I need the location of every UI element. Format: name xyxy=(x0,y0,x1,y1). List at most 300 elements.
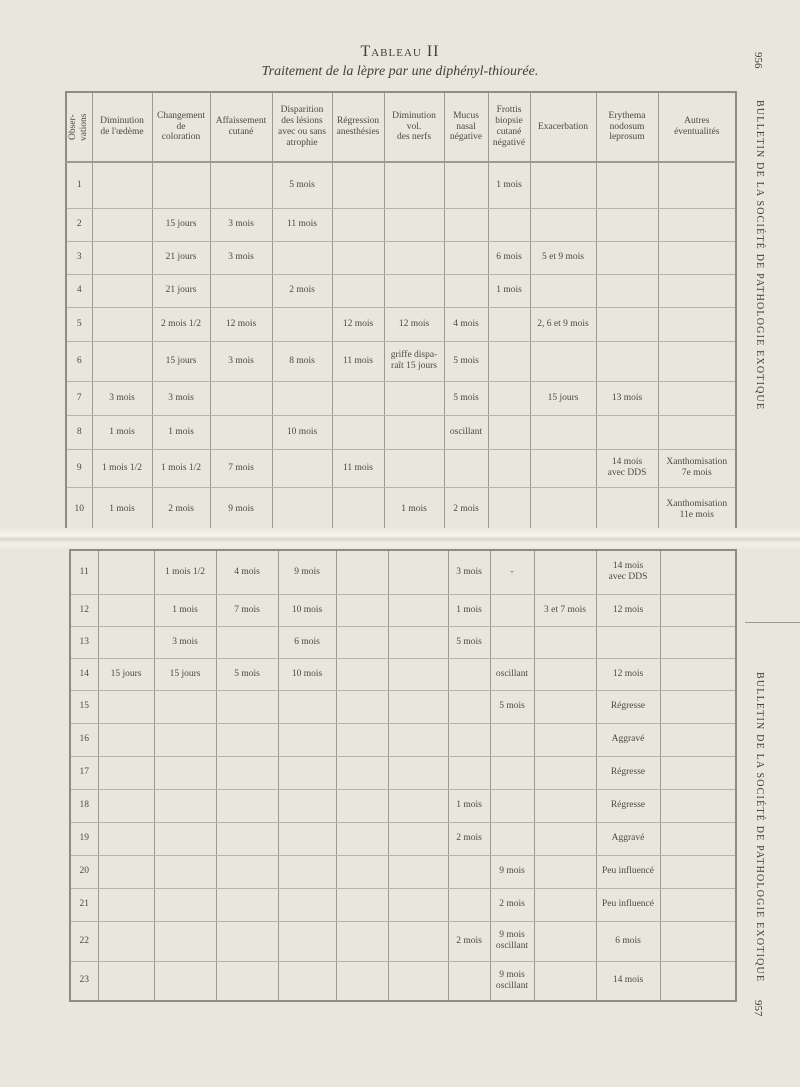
cell-mucus-nasal xyxy=(444,274,488,307)
cell-mucus-nasal: 5 mois xyxy=(448,626,490,658)
cell-disparition-lesions xyxy=(272,307,332,341)
cell-affaissement-cutane: 3 mois xyxy=(210,341,272,381)
observation-number: 1 xyxy=(66,162,92,208)
cell-disparition-lesions: 11 mois xyxy=(272,208,332,241)
cell-changement-coloration: 1 mois 1/2 xyxy=(154,550,216,594)
table-row xyxy=(70,822,736,855)
cell-diminution-oedeme xyxy=(98,855,154,888)
observation-number: 2 xyxy=(66,208,92,241)
results-table-bottom xyxy=(69,549,737,1002)
cell-frottis-biopsie: 6 mois xyxy=(488,241,530,274)
cell-erythema-nodosum: 12 mois xyxy=(596,594,660,626)
margin-rule xyxy=(745,622,800,623)
table-row xyxy=(66,241,736,274)
cell-frottis-biopsie: oscillant xyxy=(490,658,534,690)
cell-frottis-biopsie xyxy=(488,415,530,449)
cell-affaissement-cutane xyxy=(216,789,278,822)
cell-disparition-lesions xyxy=(278,789,336,822)
cell-regression-anesthesies xyxy=(336,658,388,690)
cell-affaissement-cutane xyxy=(210,274,272,307)
table-header-row xyxy=(66,92,736,162)
cell-disparition-lesions: 10 mois xyxy=(278,594,336,626)
cell-changement-coloration xyxy=(154,888,216,921)
cell-diminution-oedeme: 1 mois xyxy=(92,487,152,533)
cell-diminution-nerfs xyxy=(388,756,448,789)
cell-changement-coloration: 15 jours xyxy=(152,208,210,241)
cell-mucus-nasal xyxy=(444,449,488,487)
cell-disparition-lesions xyxy=(278,961,336,1001)
cell-frottis-biopsie xyxy=(488,449,530,487)
cell-mucus-nasal xyxy=(444,162,488,208)
cell-regression-anesthesies xyxy=(336,822,388,855)
cell-disparition-lesions xyxy=(272,241,332,274)
cell-autres-eventualites xyxy=(660,855,736,888)
cell-exacerbation xyxy=(530,487,596,533)
cell-autres-eventualites xyxy=(660,723,736,756)
cell-diminution-oedeme xyxy=(92,307,152,341)
cell-autres-eventualites xyxy=(660,888,736,921)
cell-diminution-oedeme xyxy=(98,550,154,594)
cell-diminution-oedeme: 1 mois xyxy=(92,415,152,449)
cell-mucus-nasal: oscillant xyxy=(444,415,488,449)
cell-mucus-nasal: 1 mois xyxy=(448,789,490,822)
cell-disparition-lesions xyxy=(278,855,336,888)
column-header-regression-anesthesies: Régression anesthésies xyxy=(332,92,384,162)
cell-affaissement-cutane xyxy=(210,415,272,449)
cell-erythema-nodosum xyxy=(596,274,658,307)
cell-disparition-lesions xyxy=(278,888,336,921)
cell-mucus-nasal: 4 mois xyxy=(444,307,488,341)
cell-erythema-nodosum: 13 mois xyxy=(596,381,658,415)
running-head-bottom: BULLETIN DE LA SOCIÉTÉ DE PATHOLOGIE EXOTIQUE xyxy=(754,672,765,983)
cell-diminution-oedeme xyxy=(98,888,154,921)
cell-autres-eventualites xyxy=(658,341,736,381)
page-fold xyxy=(0,528,800,550)
table-row xyxy=(70,789,736,822)
cell-changement-coloration xyxy=(154,855,216,888)
observation-number: 8 xyxy=(66,415,92,449)
cell-exacerbation xyxy=(530,415,596,449)
cell-exacerbation xyxy=(530,162,596,208)
cell-erythema-nodosum xyxy=(596,341,658,381)
table-row xyxy=(70,855,736,888)
cell-diminution-nerfs xyxy=(388,594,448,626)
cell-changement-coloration xyxy=(154,822,216,855)
observation-number: 13 xyxy=(70,626,98,658)
cell-exacerbation xyxy=(530,274,596,307)
cell-regression-anesthesies xyxy=(336,594,388,626)
cell-frottis-biopsie: 5 mois xyxy=(490,690,534,723)
cell-erythema-nodosum xyxy=(596,208,658,241)
cell-frottis-biopsie xyxy=(490,594,534,626)
cell-changement-coloration: 1 mois xyxy=(154,594,216,626)
cell-exacerbation xyxy=(534,789,596,822)
cell-disparition-lesions: 6 mois xyxy=(278,626,336,658)
cell-disparition-lesions: 9 mois xyxy=(278,550,336,594)
cell-autres-eventualites: Xanthomisation 7e mois xyxy=(658,449,736,487)
observation-number: 22 xyxy=(70,921,98,961)
cell-diminution-nerfs xyxy=(384,449,444,487)
cell-regression-anesthesies xyxy=(336,961,388,1001)
cell-exacerbation xyxy=(534,626,596,658)
cell-diminution-nerfs xyxy=(388,658,448,690)
cell-diminution-nerfs xyxy=(388,789,448,822)
cell-diminution-oedeme: 1 mois 1/2 xyxy=(92,449,152,487)
table-row xyxy=(70,626,736,658)
cell-regression-anesthesies xyxy=(332,415,384,449)
cell-changement-coloration: 1 mois 1/2 xyxy=(152,449,210,487)
column-header-changement-coloration: Changement de coloration xyxy=(152,92,210,162)
cell-mucus-nasal xyxy=(448,690,490,723)
cell-affaissement-cutane: 12 mois xyxy=(210,307,272,341)
table-title: Tableau II xyxy=(360,43,440,60)
cell-changement-coloration xyxy=(154,756,216,789)
cell-regression-anesthesies xyxy=(336,789,388,822)
cell-diminution-nerfs xyxy=(388,921,448,961)
cell-affaissement-cutane xyxy=(216,690,278,723)
cell-erythema-nodosum xyxy=(596,241,658,274)
cell-exacerbation xyxy=(534,888,596,921)
table-row xyxy=(66,449,736,487)
cell-frottis-biopsie: - xyxy=(490,550,534,594)
cell-erythema-nodosum: Régresse xyxy=(596,690,660,723)
cell-disparition-lesions xyxy=(272,381,332,415)
cell-frottis-biopsie: 9 mois oscillant xyxy=(490,961,534,1001)
cell-frottis-biopsie xyxy=(490,756,534,789)
cell-regression-anesthesies xyxy=(336,723,388,756)
cell-autres-eventualites xyxy=(660,690,736,723)
cell-exacerbation xyxy=(534,961,596,1001)
cell-autres-eventualites xyxy=(660,626,736,658)
cell-regression-anesthesies xyxy=(332,381,384,415)
table-row xyxy=(70,658,736,690)
observation-number: 19 xyxy=(70,822,98,855)
cell-disparition-lesions: 10 mois xyxy=(278,658,336,690)
observation-number: 16 xyxy=(70,723,98,756)
cell-diminution-oedeme xyxy=(98,723,154,756)
table-row xyxy=(66,341,736,381)
cell-diminution-nerfs xyxy=(388,855,448,888)
cell-autres-eventualites xyxy=(660,594,736,626)
cell-affaissement-cutane xyxy=(216,921,278,961)
cell-diminution-oedeme xyxy=(98,961,154,1001)
table-row xyxy=(66,415,736,449)
cell-affaissement-cutane xyxy=(210,162,272,208)
cell-diminution-oedeme xyxy=(98,626,154,658)
cell-exacerbation: 3 et 7 mois xyxy=(534,594,596,626)
cell-exacerbation xyxy=(534,822,596,855)
observation-number: 6 xyxy=(66,341,92,381)
cell-diminution-nerfs xyxy=(384,241,444,274)
cell-regression-anesthesies xyxy=(336,690,388,723)
cell-erythema-nodosum: Régresse xyxy=(596,789,660,822)
cell-frottis-biopsie xyxy=(490,723,534,756)
cell-affaissement-cutane: 5 mois xyxy=(216,658,278,690)
cell-exacerbation xyxy=(530,341,596,381)
cell-autres-eventualites: Xanthomisation 11e mois xyxy=(658,487,736,533)
observation-number: 5 xyxy=(66,307,92,341)
cell-disparition-lesions xyxy=(278,723,336,756)
column-header-erythema-nodosum: Erythema nodosum leprosum xyxy=(596,92,658,162)
cell-regression-anesthesies xyxy=(336,626,388,658)
cell-frottis-biopsie xyxy=(488,208,530,241)
cell-diminution-nerfs xyxy=(388,690,448,723)
table-row xyxy=(66,208,736,241)
observation-number: 15 xyxy=(70,690,98,723)
cell-erythema-nodosum: 14 mois xyxy=(596,961,660,1001)
cell-frottis-biopsie: 9 mois oscillant xyxy=(490,921,534,961)
cell-changement-coloration: 2 mois xyxy=(152,487,210,533)
cell-frottis-biopsie xyxy=(490,822,534,855)
cell-mucus-nasal xyxy=(448,855,490,888)
cell-erythema-nodosum xyxy=(596,626,660,658)
cell-mucus-nasal xyxy=(448,961,490,1001)
cell-erythema-nodosum xyxy=(596,487,658,533)
cell-mucus-nasal xyxy=(448,723,490,756)
cell-changement-coloration xyxy=(154,690,216,723)
cell-changement-coloration: 21 jours xyxy=(152,241,210,274)
cell-autres-eventualites xyxy=(660,756,736,789)
observation-number: 14 xyxy=(70,658,98,690)
cell-changement-coloration: 2 mois 1/2 xyxy=(152,307,210,341)
table-row xyxy=(66,274,736,307)
cell-changement-coloration: 1 mois xyxy=(152,415,210,449)
cell-exacerbation xyxy=(534,550,596,594)
cell-affaissement-cutane xyxy=(216,855,278,888)
cell-affaissement-cutane xyxy=(216,626,278,658)
cell-erythema-nodosum xyxy=(596,307,658,341)
results-table-top xyxy=(65,91,737,534)
cell-diminution-oedeme xyxy=(98,594,154,626)
cell-regression-anesthesies xyxy=(336,550,388,594)
cell-frottis-biopsie: 1 mois xyxy=(488,274,530,307)
cell-regression-anesthesies xyxy=(336,888,388,921)
cell-diminution-oedeme xyxy=(98,822,154,855)
cell-diminution-oedeme xyxy=(98,756,154,789)
cell-erythema-nodosum: Peu influencé xyxy=(596,855,660,888)
cell-regression-anesthesies: 11 mois xyxy=(332,449,384,487)
page-number-top: 956 xyxy=(752,52,764,69)
cell-affaissement-cutane: 4 mois xyxy=(216,550,278,594)
cell-erythema-nodosum: Aggravé xyxy=(596,822,660,855)
table-row xyxy=(70,921,736,961)
column-header-observations: Obser- vations xyxy=(66,92,92,162)
cell-regression-anesthesies xyxy=(336,756,388,789)
cell-autres-eventualites xyxy=(660,789,736,822)
column-header-affaissement-cutane: Affaissement cutané xyxy=(210,92,272,162)
cell-diminution-nerfs xyxy=(388,550,448,594)
cell-changement-coloration xyxy=(154,961,216,1001)
cell-autres-eventualites xyxy=(660,822,736,855)
cell-erythema-nodosum: 14 mois avec DDS xyxy=(596,550,660,594)
cell-exacerbation xyxy=(530,208,596,241)
table-row xyxy=(70,594,736,626)
cell-regression-anesthesies: 12 mois xyxy=(332,307,384,341)
cell-diminution-oedeme xyxy=(92,274,152,307)
cell-regression-anesthesies: 11 mois xyxy=(332,341,384,381)
cell-diminution-oedeme xyxy=(92,241,152,274)
cell-mucus-nasal: 2 mois xyxy=(448,822,490,855)
cell-diminution-nerfs xyxy=(388,961,448,1001)
cell-changement-coloration xyxy=(154,723,216,756)
cell-affaissement-cutane xyxy=(216,961,278,1001)
cell-autres-eventualites xyxy=(660,921,736,961)
observation-number: 3 xyxy=(66,241,92,274)
cell-disparition-lesions xyxy=(278,921,336,961)
cell-mucus-nasal xyxy=(444,241,488,274)
page-number-bottom: 957 xyxy=(752,1000,764,1017)
cell-frottis-biopsie xyxy=(488,307,530,341)
cell-changement-coloration xyxy=(154,921,216,961)
cell-diminution-oedeme: 15 jours xyxy=(98,658,154,690)
cell-mucus-nasal: 5 mois xyxy=(444,381,488,415)
cell-autres-eventualites xyxy=(658,381,736,415)
observation-number: 11 xyxy=(70,550,98,594)
cell-autres-eventualites xyxy=(660,658,736,690)
cell-mucus-nasal: 1 mois xyxy=(448,594,490,626)
cell-exacerbation xyxy=(534,756,596,789)
cell-erythema-nodosum: 14 mois avec DDS xyxy=(596,449,658,487)
cell-exacerbation xyxy=(534,855,596,888)
cell-diminution-nerfs xyxy=(388,822,448,855)
cell-erythema-nodosum: Peu influencé xyxy=(596,888,660,921)
table-row xyxy=(70,961,736,1001)
cell-affaissement-cutane xyxy=(216,723,278,756)
cell-regression-anesthesies xyxy=(332,241,384,274)
table-row xyxy=(70,550,736,594)
cell-exacerbation: 2, 6 et 9 mois xyxy=(530,307,596,341)
cell-exacerbation xyxy=(534,723,596,756)
cell-diminution-nerfs xyxy=(384,415,444,449)
cell-mucus-nasal xyxy=(448,658,490,690)
cell-autres-eventualites xyxy=(658,208,736,241)
cell-affaissement-cutane xyxy=(216,822,278,855)
cell-exacerbation xyxy=(530,449,596,487)
cell-regression-anesthesies xyxy=(332,487,384,533)
cell-diminution-oedeme xyxy=(98,690,154,723)
cell-autres-eventualites xyxy=(658,307,736,341)
cell-mucus-nasal: 2 mois xyxy=(444,487,488,533)
cell-diminution-oedeme xyxy=(92,341,152,381)
cell-affaissement-cutane: 3 mois xyxy=(210,208,272,241)
column-header-diminution-oedeme: Diminution de l'œdème xyxy=(92,92,152,162)
cell-exacerbation xyxy=(534,690,596,723)
observation-number: 18 xyxy=(70,789,98,822)
cell-erythema-nodosum xyxy=(596,162,658,208)
cell-regression-anesthesies xyxy=(332,208,384,241)
observation-number: 10 xyxy=(66,487,92,533)
cell-autres-eventualites xyxy=(660,961,736,1001)
cell-diminution-nerfs: 12 mois xyxy=(384,307,444,341)
cell-diminution-nerfs xyxy=(384,208,444,241)
observation-number: 7 xyxy=(66,381,92,415)
cell-autres-eventualites xyxy=(660,550,736,594)
cell-erythema-nodosum: Aggravé xyxy=(596,723,660,756)
observation-number: 9 xyxy=(66,449,92,487)
cell-mucus-nasal: 3 mois xyxy=(448,550,490,594)
table-row xyxy=(66,381,736,415)
cell-disparition-lesions: 8 mois xyxy=(272,341,332,381)
table-row xyxy=(70,888,736,921)
cell-frottis-biopsie xyxy=(488,381,530,415)
cell-diminution-oedeme xyxy=(92,162,152,208)
cell-mucus-nasal xyxy=(448,888,490,921)
cell-frottis-biopsie xyxy=(488,487,530,533)
cell-diminution-nerfs xyxy=(384,274,444,307)
cell-mucus-nasal: 2 mois xyxy=(448,921,490,961)
cell-changement-coloration xyxy=(152,162,210,208)
cell-changement-coloration: 15 jours xyxy=(152,341,210,381)
cell-diminution-nerfs xyxy=(388,723,448,756)
cell-exacerbation: 5 et 9 mois xyxy=(530,241,596,274)
cell-disparition-lesions xyxy=(272,449,332,487)
observation-number: 12 xyxy=(70,594,98,626)
column-header-disparition-lesions: Disparition des lésions avec ou sans atrophie xyxy=(272,92,332,162)
cell-diminution-nerfs: 1 mois xyxy=(384,487,444,533)
cell-disparition-lesions: 10 mois xyxy=(272,415,332,449)
cell-mucus-nasal xyxy=(444,208,488,241)
cell-changement-coloration: 21 jours xyxy=(152,274,210,307)
cell-disparition-lesions xyxy=(278,822,336,855)
cell-diminution-nerfs xyxy=(388,626,448,658)
cell-diminution-oedeme xyxy=(92,208,152,241)
observation-number: 21 xyxy=(70,888,98,921)
cell-affaissement-cutane: 3 mois xyxy=(210,241,272,274)
cell-affaissement-cutane xyxy=(210,381,272,415)
cell-disparition-lesions xyxy=(278,756,336,789)
cell-frottis-biopsie xyxy=(490,789,534,822)
cell-diminution-oedeme: 3 mois xyxy=(92,381,152,415)
cell-changement-coloration: 15 jours xyxy=(154,658,216,690)
cell-exacerbation xyxy=(534,921,596,961)
cell-regression-anesthesies xyxy=(336,855,388,888)
cell-affaissement-cutane xyxy=(216,888,278,921)
running-head-top: BULLETIN DE LA SOCIÉTÉ DE PATHOLOGIE EXOTIQUE xyxy=(754,100,765,411)
cell-changement-coloration xyxy=(154,789,216,822)
cell-regression-anesthesies xyxy=(332,162,384,208)
cell-changement-coloration: 3 mois xyxy=(154,626,216,658)
cell-affaissement-cutane: 9 mois xyxy=(210,487,272,533)
cell-mucus-nasal: 5 mois xyxy=(444,341,488,381)
cell-frottis-biopsie: 9 mois xyxy=(490,855,534,888)
table-subtitle: Traitement de la lèpre par une diphényl-thiourée. xyxy=(261,64,539,79)
cell-exacerbation: 15 jours xyxy=(530,381,596,415)
cell-erythema-nodosum: Régresse xyxy=(596,756,660,789)
cell-regression-anesthesies xyxy=(336,921,388,961)
observation-number: 17 xyxy=(70,756,98,789)
cell-changement-coloration: 3 mois xyxy=(152,381,210,415)
cell-diminution-nerfs xyxy=(384,381,444,415)
cell-frottis-biopsie xyxy=(488,341,530,381)
cell-frottis-biopsie xyxy=(490,626,534,658)
cell-autres-eventualites xyxy=(658,274,736,307)
cell-affaissement-cutane: 7 mois xyxy=(216,594,278,626)
cell-erythema-nodosum xyxy=(596,415,658,449)
cell-diminution-oedeme xyxy=(98,921,154,961)
observation-number: 4 xyxy=(66,274,92,307)
cell-affaissement-cutane xyxy=(216,756,278,789)
table-row xyxy=(66,162,736,208)
column-header-frottis-biopsie: Frottis biopsie cutané négativé xyxy=(488,92,530,162)
cell-autres-eventualites xyxy=(658,241,736,274)
cell-frottis-biopsie: 2 mois xyxy=(490,888,534,921)
cell-exacerbation xyxy=(534,658,596,690)
cell-disparition-lesions: 5 mois xyxy=(272,162,332,208)
column-header-autres-eventualites: Autres éventualités xyxy=(658,92,736,162)
cell-erythema-nodosum: 6 mois xyxy=(596,921,660,961)
cell-affaissement-cutane: 7 mois xyxy=(210,449,272,487)
column-header-mucus-nasal: Mucus nasal négative xyxy=(444,92,488,162)
